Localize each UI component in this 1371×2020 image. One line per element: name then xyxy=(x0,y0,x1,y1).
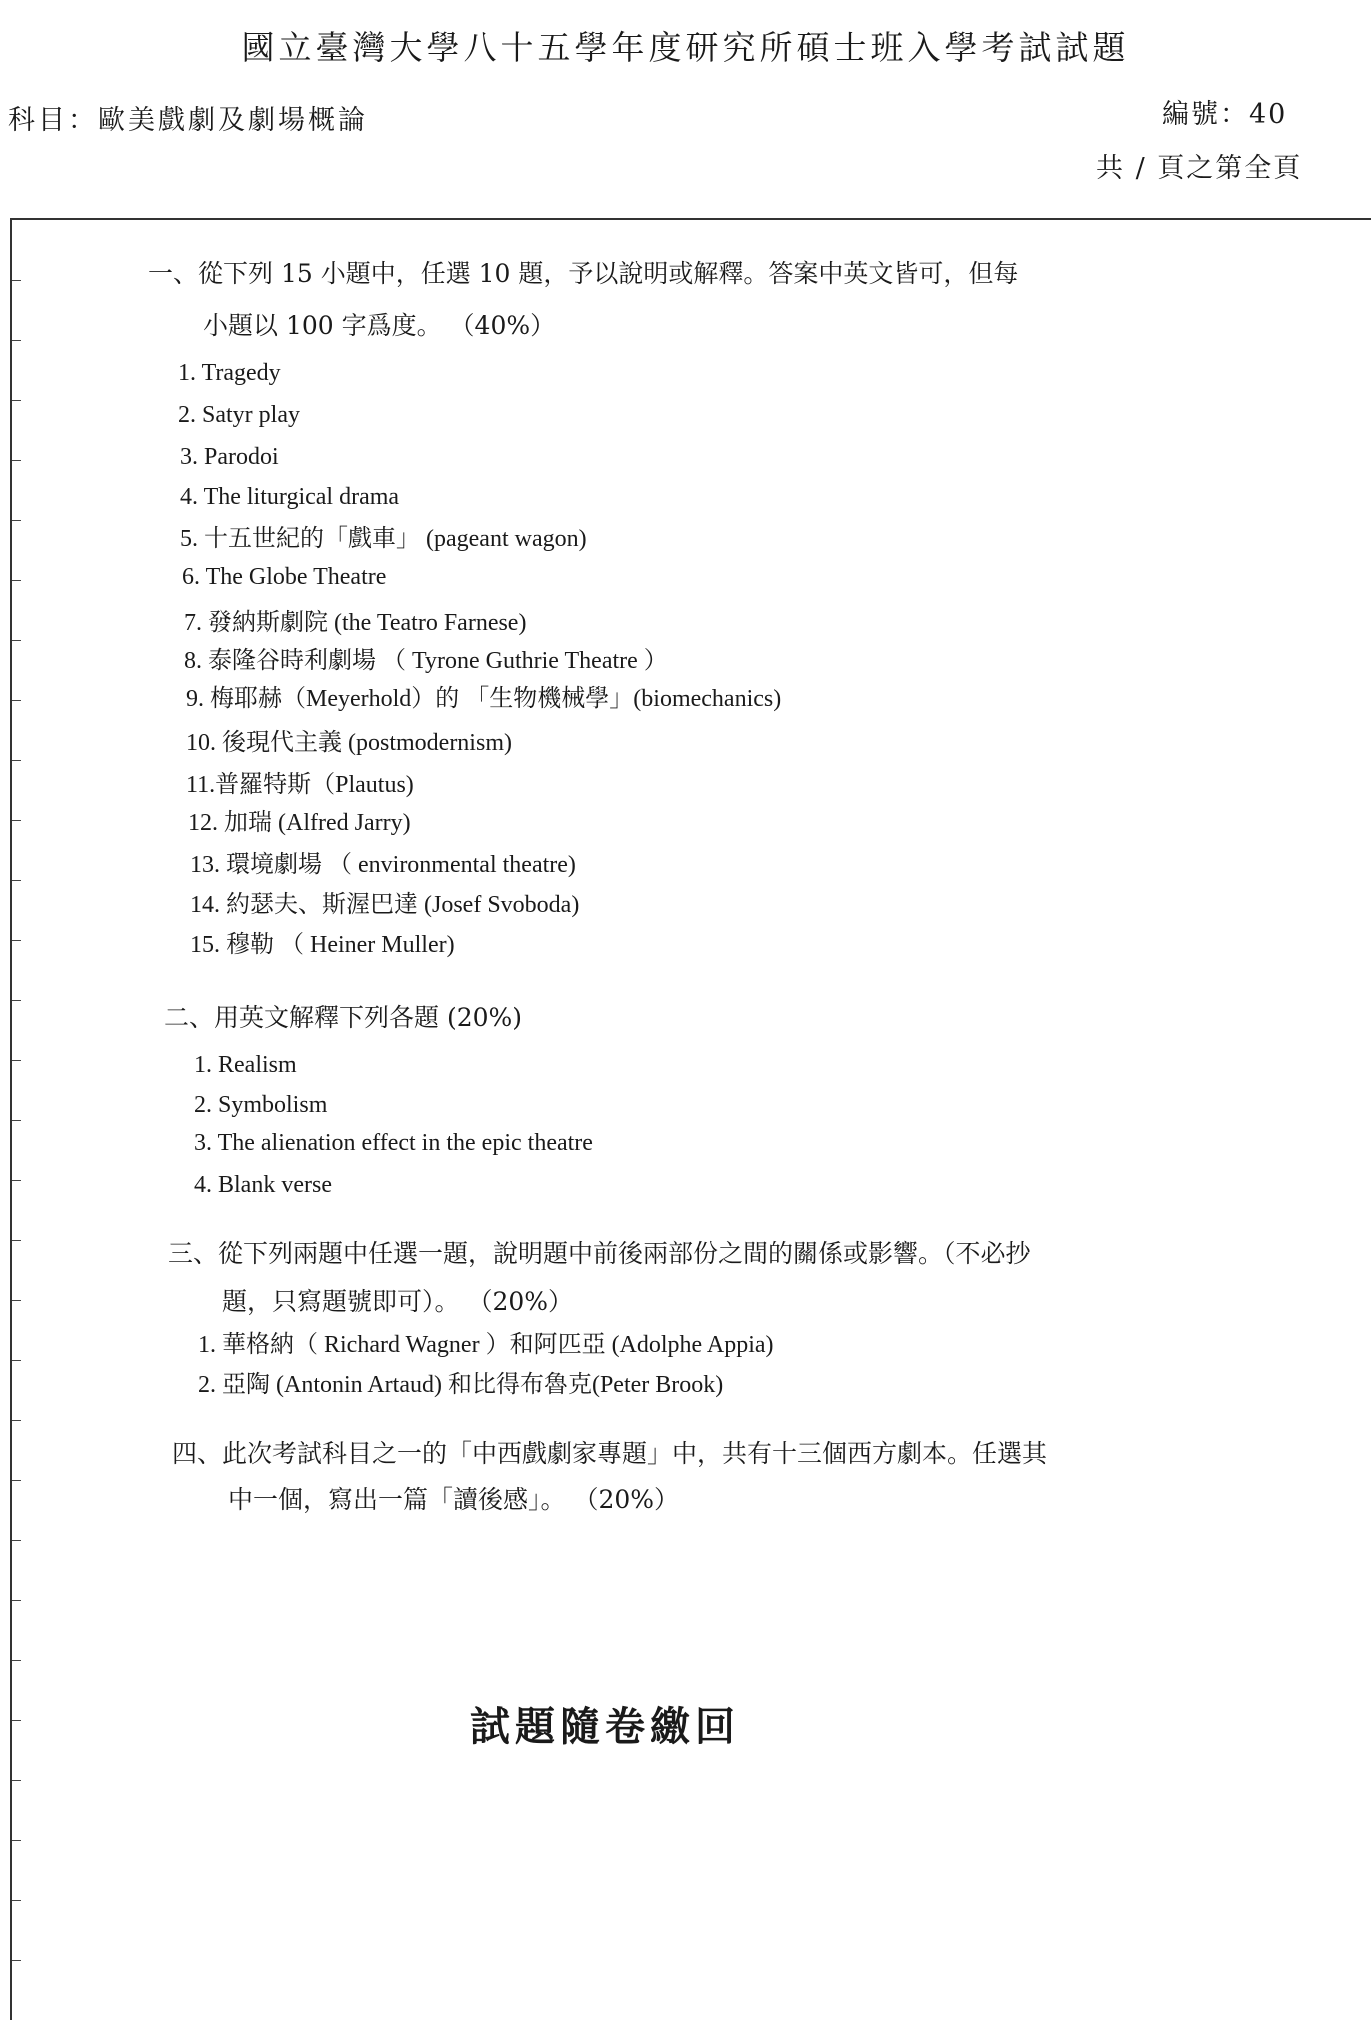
margin-tick xyxy=(12,460,21,461)
section1-item: 14. 約瑟夫、斯渥巴達 (Josef Svoboda) xyxy=(190,892,580,918)
margin-tick xyxy=(12,700,21,701)
section1-item: 7. 發納斯劇院 (the Teatro Farnese) xyxy=(184,610,527,636)
margin-tick xyxy=(12,1780,21,1781)
page-count: 共 / 頁之第全頁 xyxy=(1096,153,1303,184)
section1-item: 4. The liturgical drama xyxy=(180,484,400,510)
margin-tick xyxy=(12,1900,21,1901)
section3-item: 2. 亞陶 (Antonin Artaud) 和比得布魯克(Peter Brook) xyxy=(198,1372,724,1398)
margin-tick xyxy=(12,520,21,521)
section2-instruction: 二、用英文解釋下列各題 (20%) xyxy=(164,1003,523,1032)
margin-tick xyxy=(12,400,21,401)
section1-item: 12. 加瑞 (Alfred Jarry) xyxy=(188,810,411,836)
section3-item: 1. 華格納（ Richard Wagner ）和阿匹亞 (Adolphe Appia) xyxy=(198,1332,774,1358)
section4-instruction-line2: 中一個，寫出一篇「讀後感」。 （20%） xyxy=(228,1485,680,1514)
section1-item: 9. 梅耶赫（Meyerhold）的 「生物機械學」(biomechanics) xyxy=(186,686,782,712)
section4-instruction-line1: 四、此次考試科目之一的「中西戲劇家專題」中，共有十三個西方劇本。任選其 xyxy=(172,1439,1048,1468)
section1-instruction-line1: 一、從下列 15 小題中，任選 10 題，予以說明或解釋。答案中英文皆可，但每 xyxy=(148,259,1019,288)
margin-tick xyxy=(12,1540,21,1541)
section2-item: 3. The alienation effect in the epic theatre xyxy=(194,1130,593,1156)
margin-tick xyxy=(12,1240,21,1241)
section1-item: 6. The Globe Theatre xyxy=(182,564,387,590)
margin-tick xyxy=(12,280,21,281)
section2-item: 2. Symbolism xyxy=(194,1092,328,1118)
margin-tick xyxy=(12,640,21,641)
margin-tick xyxy=(12,820,21,821)
margin-tick xyxy=(12,1120,21,1121)
section1-item: 2. Satyr play xyxy=(178,402,300,428)
margin-tick xyxy=(12,1960,21,1961)
section1-item: 15. 穆勒 （ Heiner Muller) xyxy=(190,932,455,958)
section1-item: 1. Tragedy xyxy=(178,360,281,386)
section2-item: 4. Blank verse xyxy=(194,1172,332,1198)
section2-item: 1. Realism xyxy=(194,1052,297,1078)
section1-item: 13. 環境劇場 （ environmental theatre) xyxy=(190,852,576,878)
margin-tick xyxy=(12,1480,21,1481)
margin-tick xyxy=(12,1420,21,1421)
margin-tick xyxy=(12,1000,21,1001)
subject-label: 科目：歐美戲劇及劇場概論 xyxy=(8,105,368,136)
section1-item: 11.普羅特斯（Plautus) xyxy=(186,772,414,798)
margin-tick xyxy=(12,1300,21,1301)
margin-tick xyxy=(12,1180,21,1181)
margin-tick xyxy=(12,880,21,881)
section1-instruction-line2: 小題以 100 字爲度。 （40%） xyxy=(203,311,556,340)
return-with-paper-stamp: 試題隨卷繳回 xyxy=(470,1703,740,1750)
margin-tick xyxy=(12,580,21,581)
margin-tick xyxy=(12,940,21,941)
section1-item: 3. Parodoi xyxy=(180,444,279,470)
margin-tick xyxy=(12,1840,21,1841)
section3-instruction-line2: 題，只寫題號即可）。 （20%） xyxy=(222,1287,574,1316)
section1-item: 8. 泰隆谷時利劇場 （ Tyrone Guthrie Theatre ） xyxy=(184,648,668,674)
margin-tick xyxy=(12,1600,21,1601)
section1-item: 10. 後現代主義 (postmodernism) xyxy=(186,730,512,756)
section1-item: 5. 十五世紀的「戲車」 (pageant wagon) xyxy=(180,526,587,552)
margin-tick xyxy=(12,760,21,761)
section3-instruction-line1: 三、從下列兩題中任選一題，說明題中前後兩部份之間的關係或影響。（不必抄 xyxy=(168,1239,1031,1268)
margin-tick xyxy=(12,1060,21,1061)
margin-tick xyxy=(12,1720,21,1721)
margin-tick xyxy=(12,340,21,341)
margin-tick xyxy=(12,1660,21,1661)
margin-tick xyxy=(12,1360,21,1361)
exam-title: 國立臺灣大學八十五學年度研究所碩士班入學考試試題 xyxy=(241,28,1130,67)
exam-code: 編號：40 xyxy=(1162,99,1288,130)
